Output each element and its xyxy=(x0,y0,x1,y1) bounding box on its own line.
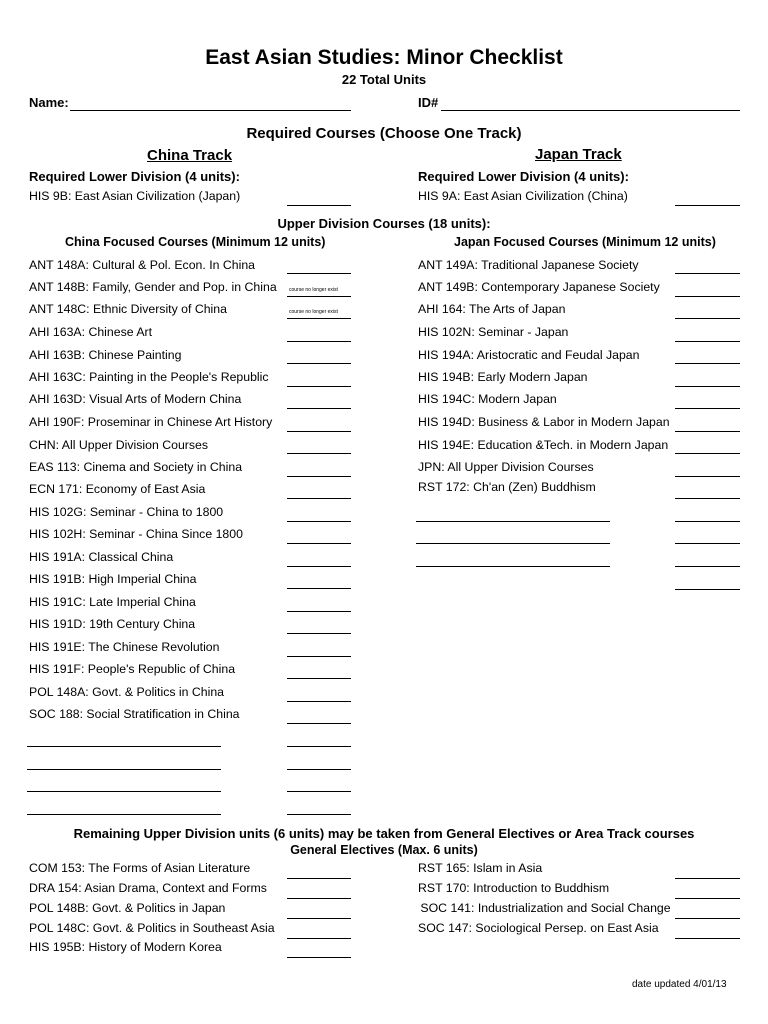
japan-course: HIS 194D: Business & Labor in Modern Japan xyxy=(418,415,670,429)
course-blank[interactable] xyxy=(287,363,351,364)
course-blank[interactable] xyxy=(287,521,351,522)
write-in-course-field[interactable] xyxy=(416,521,610,522)
china-course: AHI 163C: Painting in the People's Republic xyxy=(29,370,269,384)
japan-course: ANT 149A: Traditional Japanese Society xyxy=(418,258,639,272)
japan-course: HIS 102N: Seminar - Japan xyxy=(418,325,569,339)
course-blank[interactable] xyxy=(287,386,351,387)
write-in-course-field[interactable] xyxy=(27,791,221,792)
japan-course: HIS 194C: Modern Japan xyxy=(418,392,557,406)
china-course: ANT 148C: Ethnic Diversity of China xyxy=(29,302,227,316)
course-blank[interactable] xyxy=(675,453,740,454)
required-heading: Required Courses (Choose One Track) xyxy=(246,125,522,142)
elective-course: COM 153: The Forms of Asian Literature xyxy=(29,861,251,875)
japan-course: RST 172: Ch'an (Zen) Buddhism xyxy=(418,480,596,494)
japan-lower-div-label: Required Lower Division (4 units): xyxy=(418,169,629,184)
china-lower-blank[interactable] xyxy=(287,205,351,206)
course-blank[interactable] xyxy=(287,633,351,634)
course-blank[interactable] xyxy=(675,521,740,522)
course-blank[interactable] xyxy=(287,878,351,879)
china-course: AHI 163A: Chinese Art xyxy=(29,325,153,339)
china-course: ECN 171: Economy of East Asia xyxy=(29,482,206,496)
course-blank[interactable] xyxy=(675,566,740,567)
page-title: East Asian Studies: Minor Checklist xyxy=(205,46,563,69)
course-blank[interactable] xyxy=(287,273,351,274)
course-blank[interactable] xyxy=(287,566,351,567)
course-blank[interactable] xyxy=(287,408,351,409)
china-course: HIS 191A: Classical China xyxy=(29,550,174,564)
china-course: ANT 148A: Cultural & Pol. Econ. In China xyxy=(29,258,256,272)
write-in-course-field[interactable] xyxy=(27,746,221,747)
japan-course: HIS 194E: Education &Tech. in Modern Japan xyxy=(418,438,669,452)
elective-course: RST 170: Introduction to Buddhism xyxy=(418,881,610,895)
course-blank[interactable] xyxy=(287,498,351,499)
write-in-course-field[interactable] xyxy=(27,769,221,770)
write-in-course-field[interactable] xyxy=(416,543,610,544)
china-course: HIS 191B: High Imperial China xyxy=(29,572,197,586)
course-blank[interactable] xyxy=(675,938,740,939)
course-blank[interactable] xyxy=(287,296,351,297)
china-course: AHI 163B: Chinese Painting xyxy=(29,348,182,362)
elective-course: SOC 141: Industrialization and Social Change xyxy=(417,901,671,915)
write-in-course-field[interactable] xyxy=(27,814,221,815)
course-blank[interactable] xyxy=(287,453,351,454)
course-blank[interactable] xyxy=(287,957,351,958)
japan-focused-label: Japan Focused Courses (Minimum 12 units) xyxy=(454,235,716,249)
elective-course: DRA 154: Asian Drama, Context and Forms xyxy=(29,881,267,895)
course-blank[interactable] xyxy=(675,431,740,432)
course-blank[interactable] xyxy=(287,431,351,432)
china-course: SOC 188: Social Stratification in China xyxy=(29,707,240,721)
course-blank[interactable] xyxy=(287,588,351,589)
elective-course: SOC 147: Sociological Persep. on East Asia xyxy=(418,921,659,935)
course-blank[interactable] xyxy=(287,611,351,612)
name-field[interactable] xyxy=(70,110,351,111)
china-course: HIS 102G: Seminar - China to 1800 xyxy=(29,505,224,519)
china-course: HIS 102H: Seminar - China Since 1800 xyxy=(29,527,243,541)
japan-course: JPN: All Upper Division Courses xyxy=(418,460,594,474)
course-blank[interactable] xyxy=(287,938,351,939)
course-blank[interactable] xyxy=(287,341,351,342)
write-in-course-field[interactable] xyxy=(416,566,610,567)
japan-course: HIS 194A: Aristocratic and Feudal Japan xyxy=(418,348,640,362)
japan-course: ANT 149B: Contemporary Japanese Society xyxy=(418,280,660,294)
china-focused-label: China Focused Courses (Minimum 12 units) xyxy=(65,235,326,249)
japan-lower-blank[interactable] xyxy=(675,205,740,206)
elective-course: POL 148C: Govt. & Politics in Southeast Asia xyxy=(29,921,275,935)
course-blank[interactable] xyxy=(675,318,740,319)
course-blank[interactable] xyxy=(675,878,740,879)
date-updated: date updated 4/01/13 xyxy=(632,979,727,990)
china-course: CHN: All Upper Division Courses xyxy=(29,438,209,452)
total-units: 22 Total Units xyxy=(341,72,427,87)
course-blank[interactable] xyxy=(287,898,351,899)
china-course: HIS 191E: The Chinese Revolution xyxy=(29,640,220,654)
course-blank[interactable] xyxy=(675,273,740,274)
japan-course: HIS 194B: Early Modern Japan xyxy=(418,370,588,384)
course-blank[interactable] xyxy=(287,318,351,319)
course-blank[interactable] xyxy=(287,476,351,477)
course-note: course no longer exist xyxy=(289,287,338,293)
upper-div-label: Upper Division Courses (18 units): xyxy=(277,216,491,231)
remaining-units-heading: Remaining Upper Division units (6 units) may be taken from General Electives or Area Track courses xyxy=(73,826,695,841)
china-course: EAS 113: Cinema and Society in China xyxy=(29,460,243,474)
china-course: HIS 191C: Late Imperial China xyxy=(29,595,196,609)
course-blank[interactable] xyxy=(287,769,351,770)
japan-track-title: Japan Track xyxy=(535,146,622,163)
course-blank[interactable] xyxy=(287,918,351,919)
course-blank[interactable] xyxy=(675,341,740,342)
elective-course: HIS 195B: History of Modern Korea xyxy=(29,940,222,954)
china-course: AHI 190F: Proseminar in Chinese Art History xyxy=(29,415,273,429)
china-course: POL 148A: Govt. & Politics in China xyxy=(29,685,225,699)
course-blank[interactable] xyxy=(675,918,740,919)
course-blank[interactable] xyxy=(675,498,740,499)
japan-course: AHI 164: The Arts of Japan xyxy=(418,302,566,316)
japan-lower-course: HIS 9A: East Asian Civilization (China) xyxy=(418,189,628,203)
course-blank[interactable] xyxy=(675,476,740,477)
china-lower-course: HIS 9B: East Asian Civilization (Japan) xyxy=(29,189,241,203)
elective-course: RST 165: Islam in Asia xyxy=(418,861,543,875)
course-note: course no longer exist xyxy=(289,309,338,315)
course-blank[interactable] xyxy=(287,656,351,657)
china-course: HIS 191D: 19th Century China xyxy=(29,617,196,631)
china-course: ANT 148B: Family, Gender and Pop. in China xyxy=(29,280,277,294)
name-label: Name: xyxy=(29,95,69,110)
course-blank[interactable] xyxy=(675,386,740,387)
course-blank[interactable] xyxy=(287,543,351,544)
china-track-title: China Track xyxy=(147,147,233,164)
id-field[interactable] xyxy=(441,110,740,111)
course-blank[interactable] xyxy=(287,814,351,815)
general-electives-heading: General Electives (Max. 6 units) xyxy=(290,843,478,857)
course-blank[interactable] xyxy=(675,543,740,544)
course-blank[interactable] xyxy=(675,589,740,590)
course-blank[interactable] xyxy=(675,296,740,297)
course-blank[interactable] xyxy=(675,898,740,899)
china-lower-div-label: Required Lower Division (4 units): xyxy=(29,169,240,184)
course-blank[interactable] xyxy=(287,791,351,792)
id-label: ID# xyxy=(418,95,439,110)
course-blank[interactable] xyxy=(287,701,351,702)
course-blank[interactable] xyxy=(287,723,351,724)
course-blank[interactable] xyxy=(675,363,740,364)
course-blank[interactable] xyxy=(675,408,740,409)
elective-course: POL 148B: Govt. & Politics in Japan xyxy=(29,901,226,915)
course-blank[interactable] xyxy=(287,746,351,747)
china-course: HIS 191F: People's Republic of China xyxy=(29,662,236,676)
course-blank[interactable] xyxy=(287,678,351,679)
china-course: AHI 163D: Visual Arts of Modern China xyxy=(29,392,242,406)
